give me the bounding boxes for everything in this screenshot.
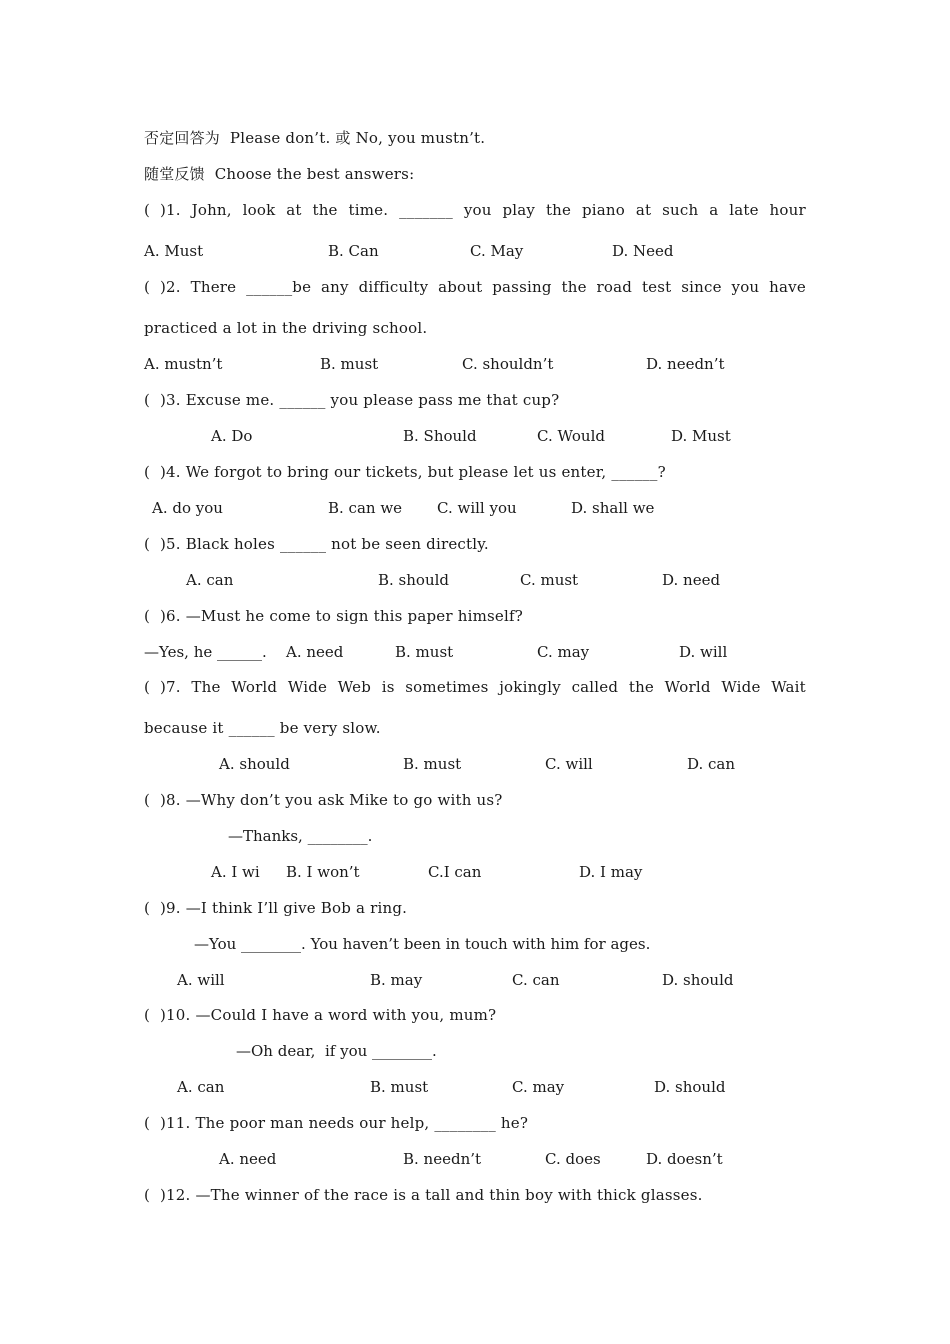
question-7-option-d: D. can — [687, 755, 736, 773]
word: the — [312, 201, 338, 219]
question-10-option-a: A. can — [177, 1078, 225, 1096]
word: The — [191, 678, 221, 696]
word: difficulty — [358, 278, 429, 296]
question-4-stem: ( )4. We forgot to bring our tickets, but please let us enter, ______? — [144, 463, 666, 481]
question-8-option-b: B. I won’t — [286, 863, 360, 881]
word: Web — [337, 678, 372, 696]
question-5-stem: ( )5. Black holes ______ not be seen directly. — [144, 535, 489, 553]
word: Wide — [287, 678, 328, 696]
question-1-option-d: D. Need — [612, 242, 674, 260]
question-4-option-b: B. can we — [328, 499, 403, 517]
word: road — [596, 278, 633, 296]
question-6-option-a: A. need — [286, 643, 344, 661]
question-11-option-d: D. doesn’t — [646, 1150, 723, 1168]
word: the — [561, 278, 587, 296]
word: test — [641, 278, 672, 296]
question-11-stem: ( )11. The poor man needs our help, ________ he? — [144, 1114, 529, 1132]
word: the — [545, 201, 572, 219]
word: ______be — [246, 278, 312, 296]
question-6-option-c: C. may — [537, 643, 590, 661]
word: ( )7. — [144, 678, 181, 696]
question-7-stem — [144, 677, 806, 697]
question-6-option-b: B. must — [395, 643, 454, 661]
feedback-header: 随堂反馈 Choose the best answers: — [144, 165, 415, 183]
word: time. — [348, 201, 389, 219]
question-1-stem — [144, 200, 806, 220]
question-1-option-a: A. Must — [144, 242, 204, 260]
question-2-option-c: C. shouldn’t — [462, 355, 554, 373]
word: a — [709, 201, 719, 219]
word: ( )1. — [144, 201, 181, 219]
question-3-option-a: A. Do — [211, 427, 253, 445]
question-11-option-b: B. needn’t — [403, 1150, 482, 1168]
question-5-option-a: A. can — [186, 571, 234, 589]
word: Wait — [771, 678, 806, 696]
word: late — [729, 201, 759, 219]
question-2-option-a: A. mustn’t — [144, 355, 223, 373]
question-5-option-d: D. need — [662, 571, 721, 589]
question-4-option-c: C. will you — [437, 499, 517, 517]
word: you — [463, 201, 492, 219]
question-1-option-c: C. May — [470, 242, 524, 260]
question-3-stem: ( )3. Excuse me. ______ you please pass me that cup? — [144, 391, 560, 409]
word: called — [571, 678, 619, 696]
question-7-option-b: B. must — [403, 755, 462, 773]
word: There — [190, 278, 237, 296]
word: at — [286, 201, 302, 219]
word: sometimes — [405, 678, 489, 696]
word: ( )2. — [144, 278, 181, 296]
word: World — [664, 678, 711, 696]
word: the — [628, 678, 655, 696]
question-7-stem-continued: because it ______ be very slow. — [144, 719, 381, 737]
word: piano — [581, 201, 626, 219]
question-10-stem: ( )10. —Could I have a word with you, mum? — [144, 1006, 497, 1024]
word: since — [681, 278, 722, 296]
question-9-option-c: C. can — [512, 971, 560, 989]
question-6-reply: —Yes, he ______. — [144, 643, 267, 661]
question-8-option-d: D. I may — [579, 863, 643, 881]
question-2-stem-continued: practiced a lot in the driving school. — [144, 319, 428, 337]
question-7-option-a: A. should — [219, 755, 290, 773]
word: at — [635, 201, 652, 219]
question-11-option-c: C. does — [545, 1150, 601, 1168]
word: have — [769, 278, 806, 296]
question-10-reply: —Oh dear, if you ________. — [236, 1042, 437, 1060]
word: play — [502, 201, 536, 219]
question-2-option-b: B. must — [320, 355, 379, 373]
question-3-option-b: B. Should — [403, 427, 477, 445]
word: passing — [492, 278, 552, 296]
word: is — [381, 678, 395, 696]
word: about — [438, 278, 483, 296]
question-2-option-d: D. needn’t — [646, 355, 725, 373]
question-9-stem: ( )9. —I think I’ll give Bob a ring. — [144, 899, 408, 917]
word: such — [662, 201, 699, 219]
word: John, — [191, 201, 232, 219]
question-3-option-d: D. Must — [671, 427, 731, 445]
question-8-reply: —Thanks, ________. — [228, 827, 373, 845]
word: look — [242, 201, 276, 219]
question-5-option-b: B. should — [378, 571, 450, 589]
question-6-option-d: D. will — [679, 643, 728, 661]
question-10-option-d: D. should — [654, 1078, 726, 1096]
question-9-option-a: A. will — [177, 971, 225, 989]
question-6-stem: ( )6. —Must he come to sign this paper himself? — [144, 607, 523, 625]
question-3-option-c: C. Would — [537, 427, 605, 445]
word: you — [731, 278, 760, 296]
question-4-option-d: D. shall we — [571, 499, 655, 517]
question-5-option-c: C. must — [520, 571, 579, 589]
question-9-reply: —You ________. You haven’t been in touch with him for ages. — [194, 935, 651, 953]
question-12-stem: ( )12. —The winner of the race is a tall and thin boy with thick glasses. — [144, 1186, 703, 1204]
question-11-option-a: A. need — [219, 1150, 277, 1168]
question-8-option-a: A. I wi — [211, 863, 260, 881]
question-8-option-c: C.I can — [428, 863, 482, 881]
question-8-stem: ( )8. —Why don’t you ask Mike to go with us? — [144, 791, 503, 809]
word: jokingly — [499, 678, 561, 696]
negative-answer-note: 否定回答为 Please don’t. 或 No, you mustn’t. — [144, 129, 486, 147]
word: Wide — [721, 678, 761, 696]
question-10-option-c: C. may — [512, 1078, 565, 1096]
word: any — [321, 278, 349, 296]
question-4-option-a: A. do you — [152, 499, 223, 517]
word: hour — [769, 201, 806, 219]
question-9-option-b: B. may — [370, 971, 423, 989]
question-10-option-b: B. must — [370, 1078, 429, 1096]
question-1-option-b: B. Can — [328, 242, 379, 260]
word: _______ — [399, 201, 453, 219]
question-9-option-d: D. should — [662, 971, 734, 989]
question-2-stem — [144, 277, 806, 297]
question-7-option-c: C. will — [545, 755, 593, 773]
word: World — [231, 678, 278, 696]
